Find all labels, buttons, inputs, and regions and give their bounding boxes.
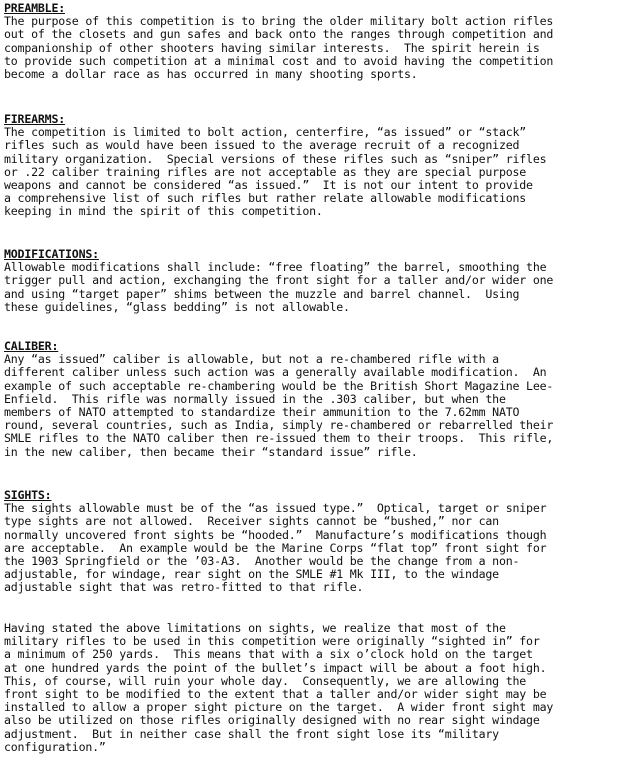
- text-line: different caliber unless such action was a generally available modification. An: [4, 366, 547, 380]
- section-body: [4, 261, 636, 314]
- text-line: Enfield. This rifle was normally issued in the .303 caliber, but when the: [4, 392, 506, 406]
- text-line: type sights are not allowed. Receiver sights cannot be “bushed,” nor can: [4, 515, 499, 529]
- text-line: also be utilized on those rifles originally designed with no rear sight windage: [4, 714, 540, 728]
- text-line: keeping in mind the spirit of this competition.: [4, 205, 323, 219]
- text-line: the 1903 Springfield or the ’03-A3. Another would be the change from a non-: [4, 555, 520, 569]
- text-line: installed to allow a proper sight picture on the target. A wider front sight may: [4, 701, 554, 715]
- text-line: rifles such as would have been issued to the average recruit of a recognized: [4, 139, 520, 153]
- text-line: adjustable, for windage, rear sight on the SMLE #1 Mk III, to the windage: [4, 568, 499, 582]
- text-line: Having stated the above limitations on sights, we realize that most of the: [4, 622, 506, 635]
- section-heading: CALIBER:: [4, 339, 59, 353]
- section-heading: SIGHTS:: [4, 488, 52, 502]
- text-line: Any “as issued” caliber is allowable, but not a re-chambered rifle with a: [4, 353, 499, 367]
- text-line: The purpose of this competition is to bring the older military bolt action rifles: [4, 15, 554, 29]
- text-line: The sights allowable must be of the “as issued type.” Optical, target or sniper: [4, 502, 547, 516]
- text-line: round, several countries, such as India, simply re-chambered or rebarrelled their: [4, 419, 554, 433]
- text-line: a minimum of 250 yards. This means that with a six o’clock hold on the target: [4, 648, 533, 662]
- text-line: in the new caliber, then became their “standard issue” rifle.: [4, 445, 418, 459]
- section-body: [4, 126, 636, 218]
- text-line: and using “target paper” shims between the muzzle and barrel channel. Using: [4, 287, 520, 301]
- text-line: to provide such competition at a minimal cost and to avoid having the competition: [4, 54, 554, 68]
- text-line: The competition is limited to bolt action, centerfire, “as issued” or “stack”: [4, 126, 527, 140]
- text-line: members of NATO attempted to standardize their ammunition to the 7.62mm NATO: [4, 406, 520, 420]
- text-line: at one hundred yards the point of the bullet’s impact will be about a foot high.: [4, 661, 547, 675]
- text-line: become a dollar race as has occurred in many shooting sports.: [4, 68, 418, 82]
- text-line: military rifles to be used in this competition were originally “sighted in” for: [4, 635, 540, 649]
- section-body: [4, 622, 636, 754]
- section-sights-continued: [4, 622, 636, 754]
- text-line: out of the closets and gun safes and back onto the ranges through competition and: [4, 28, 554, 42]
- text-line: Allowable modifications shall include: “free floating” the barrel, smoothing the: [4, 261, 547, 275]
- text-line: front sight to be modified to the extent that a taller and/or wider sight may be: [4, 688, 547, 702]
- text-line: companionship of other shooters having similar interests. The spirit herein is: [4, 41, 540, 55]
- section-modifications: [4, 248, 636, 314]
- text-line: or .22 caliber training rifles are not acceptable as they are special purpose: [4, 165, 527, 179]
- text-line: This, of course, will ruin your whole day. Consequently, we are allowing the: [4, 674, 527, 688]
- section-preamble: [4, 2, 636, 81]
- section-heading: FIREARMS:: [4, 112, 66, 126]
- text-line: are acceptable. An example would be the Marine Corps “flat top” front sight for: [4, 541, 547, 555]
- text-line: weapons and cannot be considered “as issued.” It is not our intent to provide: [4, 179, 533, 193]
- section-caliber: [4, 340, 636, 459]
- section-body: [4, 15, 636, 81]
- text-line: adjustable sight that was retro-fitted to that rifle.: [4, 581, 364, 595]
- text-line: configuration.”: [4, 740, 106, 754]
- section-heading: MODIFICATIONS:: [4, 247, 99, 261]
- section-body: [4, 502, 636, 594]
- text-line: a comprehensive list of such rifles but rather relate allowable modifications: [4, 192, 527, 206]
- text-line: SMLE rifles to the NATO caliber then re-issued them to their troops. This rifle,: [4, 432, 554, 446]
- text-line: military organization. Special versions of these rifles such as “sniper” rifles: [4, 152, 547, 166]
- text-line: trigger pull and action, exchanging the front sight for a taller and/or wider one: [4, 274, 554, 288]
- section-sights: [4, 489, 636, 595]
- text-line: normally uncovered front sights be “hooded.” Manufacture’s modifications though: [4, 528, 547, 542]
- section-heading: PREAMBLE:: [4, 1, 66, 15]
- text-line: example of such acceptable re-chambering would be the British Short Magazine Lee-: [4, 379, 554, 393]
- section-body: [4, 353, 636, 459]
- text-line: adjustment. But in neither case shall the front sight lose its “military: [4, 727, 499, 741]
- text-line: these guidelines, “glass bedding” is not allowable.: [4, 300, 350, 314]
- section-firearms: [4, 113, 636, 219]
